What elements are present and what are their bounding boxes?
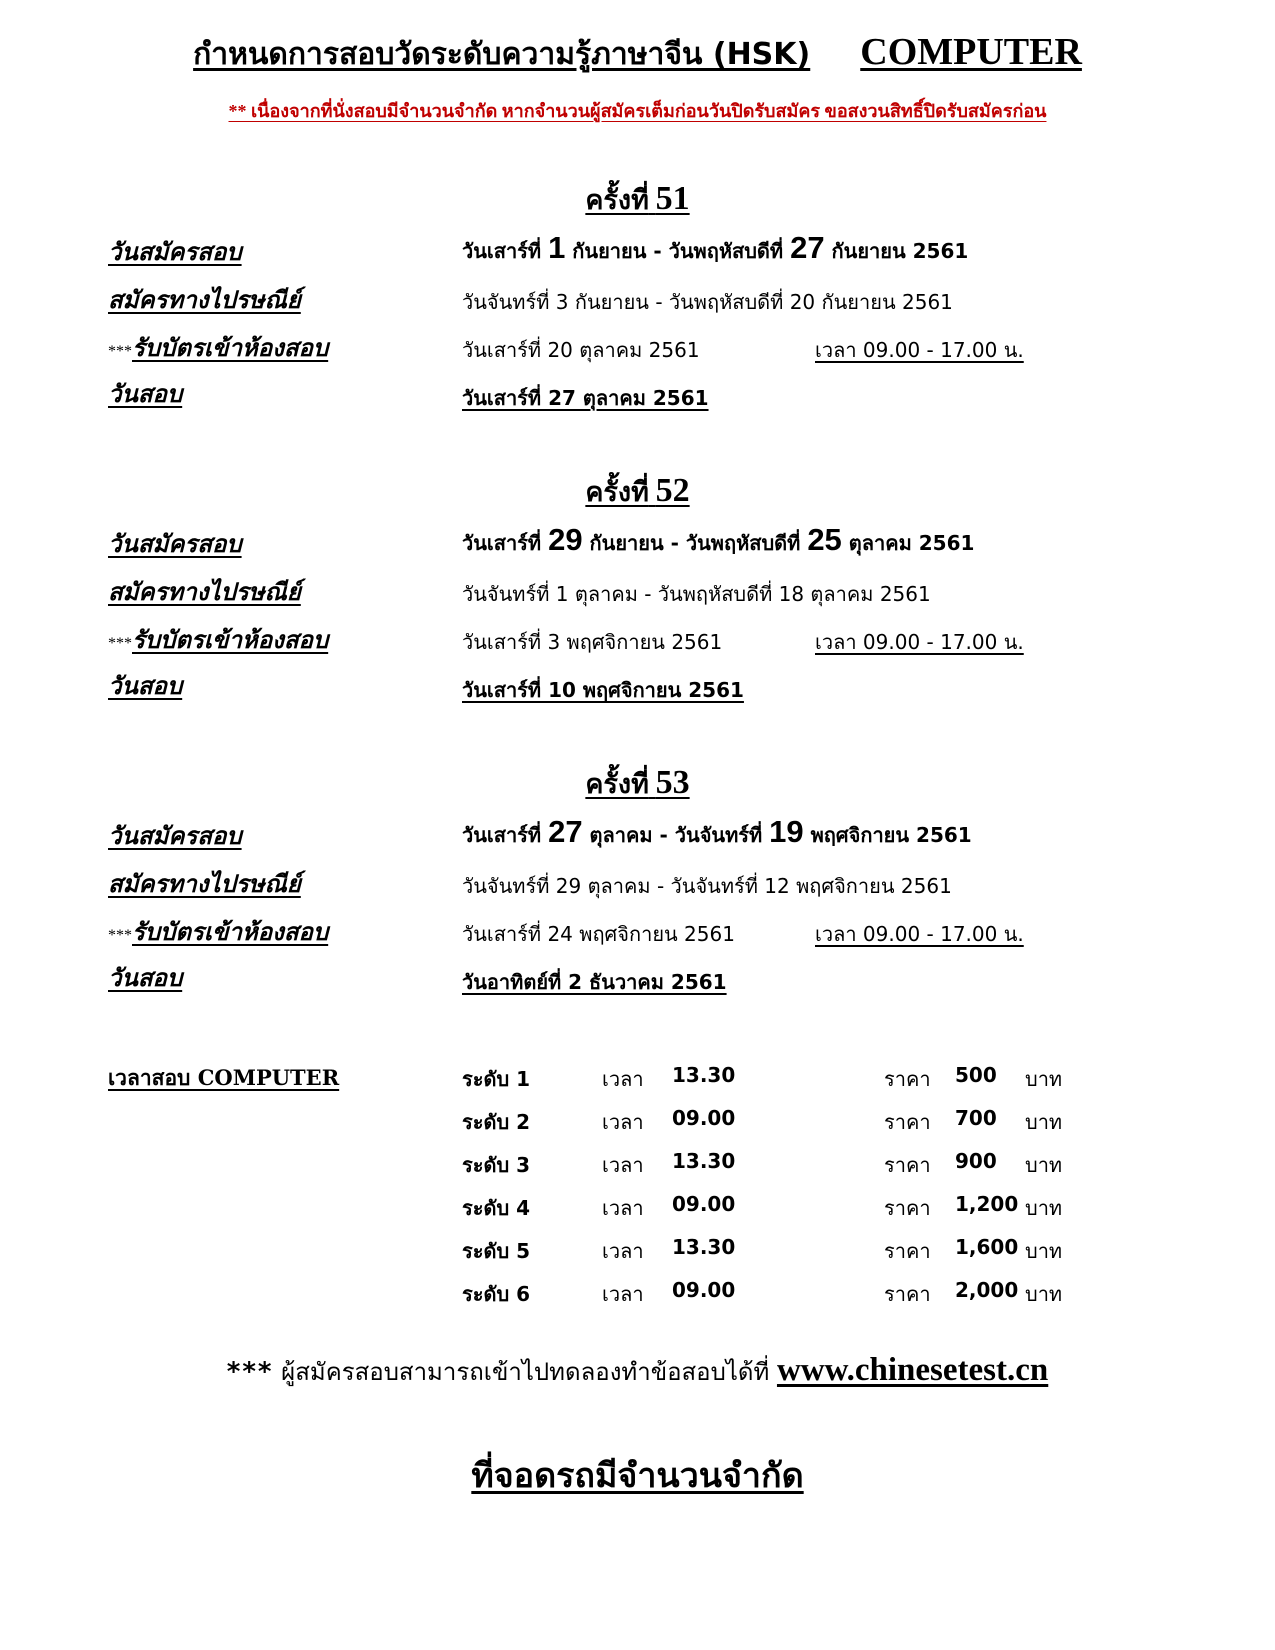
register-end-suffix: พฤศจิกายน 2561 <box>810 823 972 847</box>
card-date: วันเสาร์ที่ 20 ตุลาคม 2561 <box>462 338 700 362</box>
price-unit: บาท <box>1025 1239 1063 1263</box>
time-label: เวลา <box>602 1239 644 1263</box>
time-label: เวลา <box>602 1110 644 1134</box>
label-post: สมัครทางไปรษณีย์ <box>108 872 301 898</box>
exam-time: 09.00 <box>672 1106 736 1130</box>
round-title <box>0 762 1275 805</box>
card-date: วันเสาร์ที่ 24 พฤศจิกายน 2561 <box>462 922 735 946</box>
price-label: ราคา <box>884 1282 931 1306</box>
label-exam: วันสอบ <box>108 674 183 700</box>
time-label: เวลา <box>602 1067 644 1091</box>
round-number: 51 <box>655 180 690 217</box>
label-register: วันสมัครสอบ <box>108 240 242 266</box>
level-name: ระดับ 3 <box>462 1153 531 1177</box>
label-exam: วันสอบ <box>108 382 183 408</box>
register-start-day: 1 <box>548 230 566 265</box>
price-unit: บาท <box>1025 1282 1063 1306</box>
post-dates: วันจันทร์ที่ 29 ตุลาคม - วันจันทร์ที่ 12 พฤศจิกายน 2561 <box>462 874 952 898</box>
round-prefix: ครั้งที่ <box>585 185 649 215</box>
time-label: เวลา <box>602 1282 644 1306</box>
register-middle: ตุลาคม - วันจันทร์ที่ <box>589 823 763 847</box>
price-value: 1,200 <box>955 1192 1019 1216</box>
level-name: ระดับ 1 <box>462 1067 531 1091</box>
register-dates <box>462 230 968 267</box>
round-prefix: ครั้งที่ <box>585 477 649 507</box>
label-card-stars: *** <box>108 927 132 944</box>
price-value: 900 <box>955 1149 997 1173</box>
price-label: ราคา <box>884 1067 931 1091</box>
card-date: วันเสาร์ที่ 3 พฤศจิกายน 2561 <box>462 630 723 654</box>
exam-time: 13.30 <box>672 1235 736 1259</box>
register-start-day: 29 <box>548 522 583 557</box>
register-middle: กันยายน - วันพฤหัสบดีที่ <box>572 239 784 263</box>
label-register: วันสมัครสอบ <box>108 824 242 850</box>
post-dates: วันจันทร์ที่ 1 ตุลาคม - วันพฤหัสบดีที่ 18 ตุลาคม 2561 <box>462 582 931 606</box>
register-start-day: 27 <box>548 814 583 849</box>
price-unit: บาท <box>1025 1196 1063 1220</box>
register-start-prefix: วันเสาร์ที่ <box>462 531 542 555</box>
label-card-stars: *** <box>108 635 132 652</box>
register-middle: กันยายน - วันพฤหัสบดีที่ <box>589 531 801 555</box>
round-title <box>0 470 1275 513</box>
level-name: ระดับ 6 <box>462 1282 531 1306</box>
register-start-prefix: วันเสาร์ที่ <box>462 823 542 847</box>
page-title-computer: COMPUTER <box>860 31 1082 73</box>
exam-time: 13.30 <box>672 1063 736 1087</box>
page-title-row <box>0 30 1275 78</box>
level-name: ระดับ 5 <box>462 1239 531 1263</box>
price-label: ราคา <box>884 1239 931 1263</box>
label-card <box>108 912 328 951</box>
label-card <box>108 328 328 367</box>
card-time: เวลา 09.00 - 17.00 น. <box>815 630 1024 654</box>
register-end-day: 19 <box>769 814 804 849</box>
card-time: เวลา 09.00 - 17.00 น. <box>815 922 1024 946</box>
round-title <box>0 178 1275 221</box>
price-unit: บาท <box>1025 1110 1063 1134</box>
page-title: กำหนดการสอบวัดระดับความรู้ภาษาจีน (HSK) <box>193 37 811 72</box>
price-label: ราคา <box>884 1196 931 1220</box>
level-name: ระดับ 2 <box>462 1110 531 1134</box>
register-end-day: 25 <box>807 522 842 557</box>
label-post: สมัครทางไปรษณีย์ <box>108 288 301 314</box>
price-unit: บาท <box>1025 1067 1063 1091</box>
computer-times-label: เวลาสอบ COMPUTER <box>108 1065 340 1090</box>
register-dates <box>462 522 974 559</box>
register-dates <box>462 814 972 851</box>
card-time: เวลา 09.00 - 17.00 น. <box>815 338 1024 362</box>
register-end-suffix: กันยายน 2561 <box>831 239 969 263</box>
capacity-notice: ** เนื่องจากที่นั่งสอบมีจำนวนจำกัด หากจำนวนผู้สมัครเต็มก่อนวันปิดรับสมัคร ขอสงวนสิทธิ์ปิดรับสมัครก่อน <box>228 101 1047 121</box>
footer-text: ผู้สมัครสอบสามารถเข้าไปทดลองทำข้อสอบได้ที่ <box>281 1358 770 1386</box>
exam-time: 13.30 <box>672 1149 736 1173</box>
exam-time: 09.00 <box>672 1192 736 1216</box>
chinesetest-link[interactable]: www.chinesetest.cn <box>776 1352 1049 1388</box>
label-exam: วันสอบ <box>108 966 183 992</box>
register-end-day: 27 <box>790 230 825 265</box>
price-value: 2,000 <box>955 1278 1019 1302</box>
exam-date: วันเสาร์ที่ 10 พฤศจิกายน 2561 <box>462 678 744 702</box>
round-prefix: ครั้งที่ <box>585 769 649 799</box>
label-card-text: รับบัตรเข้าห้องสอบ <box>132 336 329 362</box>
label-register: วันสมัครสอบ <box>108 532 242 558</box>
exam-date: วันอาทิตย์ที่ 2 ธันวาคม 2561 <box>462 970 727 994</box>
exam-date: วันเสาร์ที่ 27 ตุลาคม 2561 <box>462 386 709 410</box>
exam-time: 09.00 <box>672 1278 736 1302</box>
time-label: เวลา <box>602 1196 644 1220</box>
price-value: 1,600 <box>955 1235 1019 1259</box>
post-dates: วันจันทร์ที่ 3 กันยายน - วันพฤหัสบดีที่ 20 กันยายน 2561 <box>462 290 953 314</box>
time-label: เวลา <box>602 1153 644 1177</box>
price-value: 500 <box>955 1063 997 1087</box>
register-end-suffix: ตุลาคม 2561 <box>848 531 975 555</box>
label-post: สมัครทางไปรษณีย์ <box>108 580 301 606</box>
price-label: ราคา <box>884 1153 931 1177</box>
label-card-text: รับบัตรเข้าห้องสอบ <box>132 920 329 946</box>
label-card <box>108 620 328 659</box>
label-card-stars: *** <box>108 343 132 360</box>
footer-stars: *** <box>226 1357 274 1387</box>
round-number: 52 <box>655 472 690 509</box>
register-start-prefix: วันเสาร์ที่ <box>462 239 542 263</box>
parking-notice: ที่จอดรถมีจำนวนจำกัด <box>471 1456 804 1496</box>
label-card-text: รับบัตรเข้าห้องสอบ <box>132 628 329 654</box>
practice-test-note <box>0 1352 1275 1391</box>
round-number: 53 <box>655 764 690 801</box>
price-value: 700 <box>955 1106 997 1130</box>
price-unit: บาท <box>1025 1153 1063 1177</box>
price-label: ราคา <box>884 1110 931 1134</box>
level-name: ระดับ 4 <box>462 1196 531 1220</box>
